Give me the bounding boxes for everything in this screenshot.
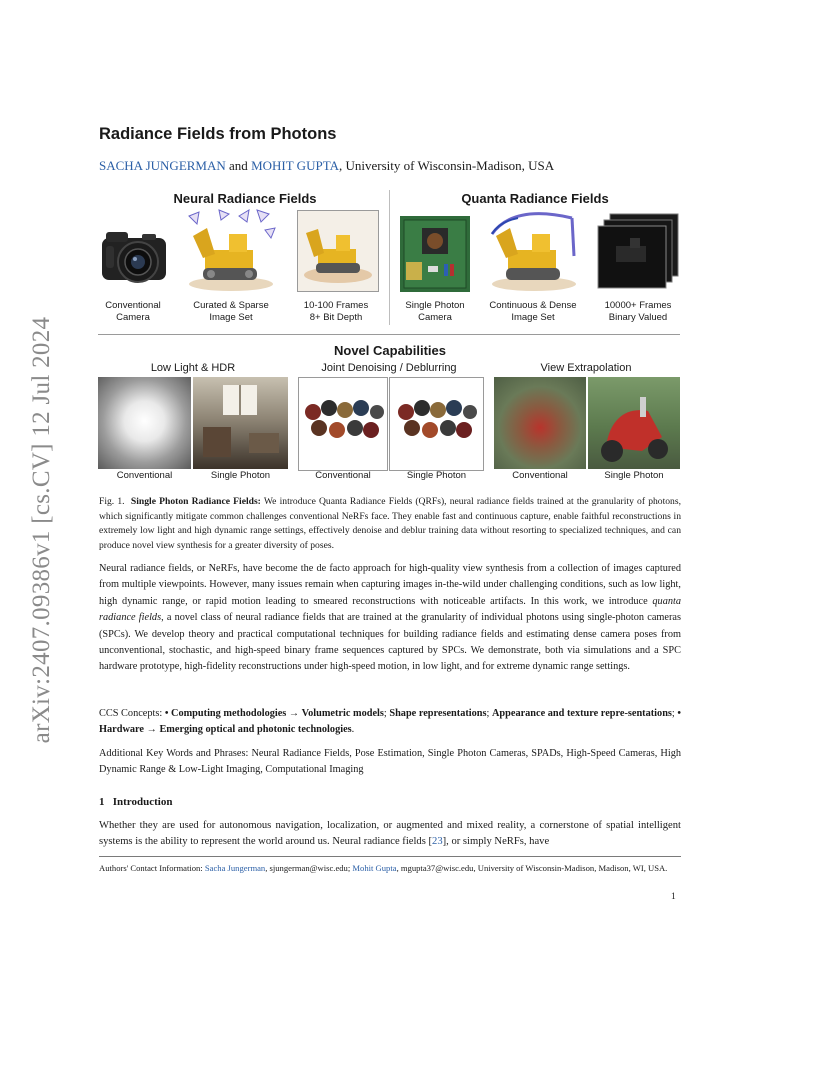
- caption-binary-frames: [590, 300, 686, 324]
- caption-line: Continuous & Dense: [489, 300, 577, 311]
- footnote-rule: [99, 856, 681, 857]
- ccs-sep: .: [351, 724, 355, 736]
- section-number: 1: [99, 796, 105, 808]
- caption-line: 10-100 Frames: [303, 300, 369, 311]
- caption-bold: Single Photon Radiance Fields:: [130, 496, 261, 507]
- ccs-sep: ;: [486, 708, 492, 719]
- caption-line: Image Set: [209, 312, 253, 323]
- author-link-jungerman[interactable]: SACHA JUNGERMAN: [99, 158, 226, 173]
- ccs-label: CCS Concepts:: [99, 708, 165, 719]
- caption-text: We introduce Quanta Radiance Fields (QRFs), neural radiance fields trained at the granularity of photons, which significantly mitigate common challenges conventional NeRFs face. They enable fast and continuous capture, enable faithful reconstructions in extremely low light and high dynamic range settings, effectively denoise and deblur training data without resorting to specialized techniques, and can produce novel view synthesis for a greater diversity of poses.: [99, 496, 681, 551]
- group-denoise: Joint Denoising / Deblurring: [321, 362, 457, 374]
- denoise-conventional-image: [298, 377, 388, 471]
- intro-part1: Whether they are used for autonomous navigation, localization, or augmented and mixed reality, a cornerstone of spatial intelligent systems is the ability to represent the world around us. Neural radiance fields [: [99, 820, 681, 848]
- caption-line: Camera: [116, 312, 150, 323]
- author-separator: and: [225, 158, 252, 173]
- intro-part2: ], or simply NeRFs, have: [442, 836, 550, 848]
- caption-conventional-camera: [92, 300, 174, 324]
- binary-frames-stack: [596, 212, 682, 294]
- group-view-extrap: View Extrapolation: [540, 362, 632, 374]
- affiliation: , University of Wisconsin-Madison, USA: [338, 158, 555, 173]
- author-link-gupta[interactable]: MOHIT GUPTA: [251, 158, 339, 173]
- label-conventional-2: Conventional: [315, 470, 371, 481]
- label-single-photon-3: Single Photon: [604, 470, 664, 481]
- paper-title: Radiance Fields from Photons: [99, 125, 337, 143]
- abstract-part1: Neural radiance fields, or NeRFs, have become the de facto approach for high-quality view synthesis from a collection of images captured from multiple viewpoints. However, many issues remain when capturing images in-the-wild under challenging conditions, such as low light, high dynamic range, or rapid motion leading to smeared reconstructions with noticeable artifacts. In this work, we introduce: [99, 563, 681, 607]
- dslr-camera-image: [98, 222, 170, 292]
- caption-line: Image Set: [511, 312, 555, 323]
- label-conventional-3: Conventional: [512, 470, 568, 481]
- caption-line: 10000+ Frames: [604, 300, 672, 311]
- ccs-item: Appearance and texture repre-sentations: [491, 708, 672, 719]
- section-heading: [99, 796, 172, 808]
- footnote: [99, 862, 681, 875]
- citation-link[interactable]: 23: [432, 836, 443, 848]
- keywords: Additional Key Words and Phrases: Neural Radiance Fields, Pose Estimation, Single Photon Cameras, SPADs, High-Speed Cameras, High Dynamic Range & Low-Light Imaging, Computational Imaging: [99, 748, 681, 776]
- ccs-item: • Computing methodologies → Volumetric models: [164, 708, 384, 719]
- view-extrap-single-photon-image: [588, 377, 680, 469]
- denoise-single-photon-image: [389, 377, 484, 471]
- figure-separator: [98, 334, 680, 335]
- footnote-link-jungerman[interactable]: Sacha Jungerman: [204, 863, 266, 873]
- figure-caption: [99, 495, 681, 553]
- caption-line: Conventional: [105, 300, 161, 311]
- footnote-email1: , sjungerman@wisc.edu;: [265, 863, 353, 873]
- spad-camera-board: [400, 216, 470, 292]
- low-light-conventional-image: [98, 377, 191, 469]
- ccs-sep: ;: [383, 708, 390, 719]
- view-extrap-conventional-image: [494, 377, 586, 469]
- caption-curated-sparse: [182, 300, 280, 324]
- nerf-heading: Neural Radiance Fields: [173, 191, 317, 206]
- intro-paragraph: [99, 818, 681, 851]
- section-title: Introduction: [112, 796, 173, 808]
- figure-divider-top: [389, 190, 390, 325]
- caption-line: Camera: [418, 312, 452, 323]
- label-single-photon-2: Single Photon: [406, 470, 467, 481]
- continuous-lego-scene: [488, 206, 580, 292]
- abstract: [99, 561, 681, 676]
- dense-frames-image: [297, 210, 379, 292]
- caption-frames-bitdepth: [290, 300, 382, 324]
- footnote-label: Authors' Contact Information:: [99, 863, 205, 873]
- sparse-lego-scene: [185, 206, 277, 292]
- caption-line: 8+ Bit Depth: [309, 312, 363, 323]
- ccs-concepts: [99, 706, 681, 739]
- novel-capabilities-heading: Novel Capabilities: [334, 343, 446, 358]
- arxiv-id-text: arXiv:2407.09386v1 [cs.CV] 12 Jul 2024: [28, 316, 55, 744]
- ccs-sep: ;: [671, 708, 678, 719]
- caption-line: Curated & Sparse: [193, 300, 269, 311]
- group-low-light: Low Light & HDR: [150, 362, 236, 374]
- footnote-link-gupta[interactable]: Mohit Gupta: [352, 863, 397, 873]
- low-light-single-photon-image: [193, 377, 288, 469]
- arxiv-identifier: [22, 300, 62, 760]
- caption-single-photon-camera: [392, 300, 478, 324]
- qrf-heading: Quanta Radiance Fields: [461, 191, 609, 206]
- caption-continuous-dense: [483, 300, 583, 324]
- caption-label: Fig. 1.: [99, 496, 125, 507]
- label-conventional-1: Conventional: [116, 470, 173, 481]
- author-line: [99, 158, 554, 174]
- page-number: 1: [671, 892, 676, 902]
- ccs-item: Shape representations: [389, 708, 487, 719]
- abstract-emph: quanta radiance fields: [99, 595, 681, 624]
- ccs-item: • Hardware → Emerging optical and photonic technologies: [99, 708, 681, 736]
- abstract-part2: , a novel class of neural radiance fields that are trained at the granularity of individual photons using single-photon cameras (SPCs). We develop theory and practical computational techniques for building radiance fields and estimating dense camera poses from unconventional, stochastic, and high-speed binary frame sequences captured by SPCs. We demonstrate, both via simulations and a SPC hardware prototype, high-fidelity reconstructions under high-speed motion, in low light, and for extreme dynamic range settings.: [99, 612, 681, 673]
- caption-line: Binary Valued: [608, 312, 668, 323]
- label-single-photon-1: Single Photon: [210, 470, 271, 481]
- footnote-email2: , mgupta37@wisc.edu, University of Wisconsin-Madison, Madison, WI, USA.: [396, 863, 668, 873]
- caption-line: Single Photon: [405, 300, 465, 311]
